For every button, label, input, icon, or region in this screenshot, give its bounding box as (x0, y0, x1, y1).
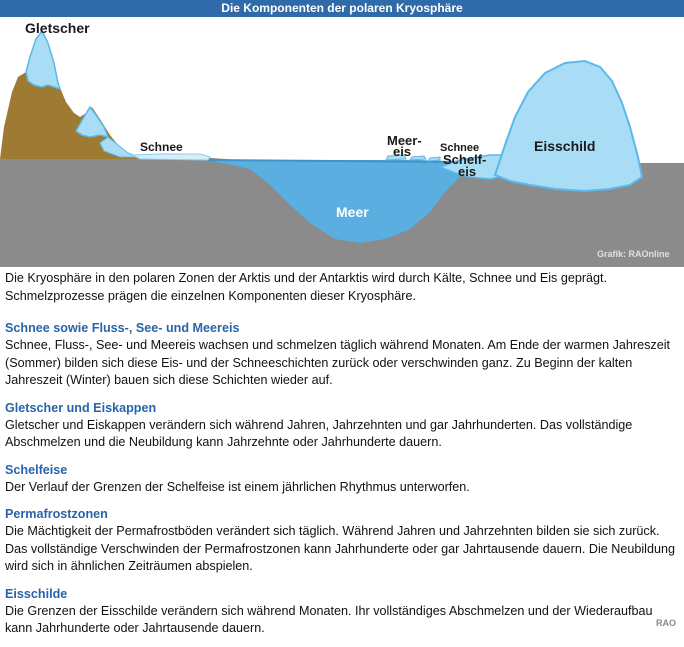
section-text: Der Verlauf der Grenzen der Schelfeise ist einem jährlichen Rhythmus unterworfen. (5, 479, 470, 494)
label-meereis-line1: Meer- (387, 133, 422, 148)
section-schnee (5, 319, 677, 390)
section-eisschilde (5, 585, 677, 638)
label-schnee-right: Schnee (440, 142, 480, 154)
label-gletscher: Gletscher (25, 20, 90, 36)
section-heading: Schelfeise (5, 462, 68, 477)
label-eisschild: Eisschild (534, 138, 596, 154)
sea-ice-floe (428, 157, 440, 161)
label-meer: Meer (336, 204, 369, 220)
text-content (5, 270, 677, 647)
section-heading: Gletscher und Eiskappen (5, 400, 157, 415)
section-heading: Permafrostzonen (5, 507, 108, 521)
page-title: Die Komponenten der polaren Kryosphäre (0, 0, 684, 17)
label-meereis-line2: eis (393, 144, 412, 159)
label-schelfeis-line2: eis (458, 164, 477, 179)
section-text: Gletscher und Eiskappen verändern sich während Jahren, Jahrzehnten und gar Jahrhunderten. Das vollständige Abschmelzen und die Neubildung kann Jahrzehnte oder Jahrhunderte dauern. (5, 417, 633, 449)
sea-ice-floe (410, 156, 426, 160)
label-schelfeis-line1: Schelf- (443, 152, 487, 167)
cryosphere-diagram (0, 17, 684, 267)
graphic-credit: Grafik: RAOnline (597, 249, 670, 259)
section-gletscher (5, 399, 677, 452)
section-schelfeise (5, 461, 677, 497)
section-text: Die Mächtigkeit der Permafrostböden verändert sich täglich. Während Jahren und Jahrzehnten bilden sie sich zurück. Das vollständige Verschwinden der Permafrostzonen kann Jahrhunderte oder gar Jahrtausende dauern. Die Neubildung wird sich in ähnlichen Zeiträumen abspielen. (5, 524, 675, 573)
snow-layer (132, 154, 210, 160)
section-permafrost (5, 505, 677, 576)
section-text: Die Grenzen der Eisschilde verändern sich während Monaten. Ihr vollständiges Abschmelzen und der Wiederaufbau kann Jahrhunderte oder Jahrtausende dauern. (5, 603, 653, 635)
section-heading: Eisschilde (5, 586, 68, 601)
section-heading: Schnee sowie Fluss-, See- und Meereis (5, 321, 240, 335)
footer-mark: RAO (656, 618, 676, 628)
label-schnee-left: Schnee (140, 140, 183, 154)
section-text: Schnee, Fluss-, See- und Meereis wachsen und schmelzen täglich während Monaten. Am Ende der warmen Jahreszeit (Sommer) bilden sich diese Eis- und der Schneeschichten zurück oder verschwinden ganz. Zu Beginn der kalten Jahreszeit (Winter) bauen sich diese Schichten wieder auf. (5, 338, 671, 387)
intro-paragraph: Die Kryosphäre in den polaren Zonen der Arktis und der Antarktis wird durch Kälte, Schnee und Eis geprägt. Schmelzprozesse prägen die einzelnen Komponenten dieser Kryosphäre. (5, 271, 608, 303)
